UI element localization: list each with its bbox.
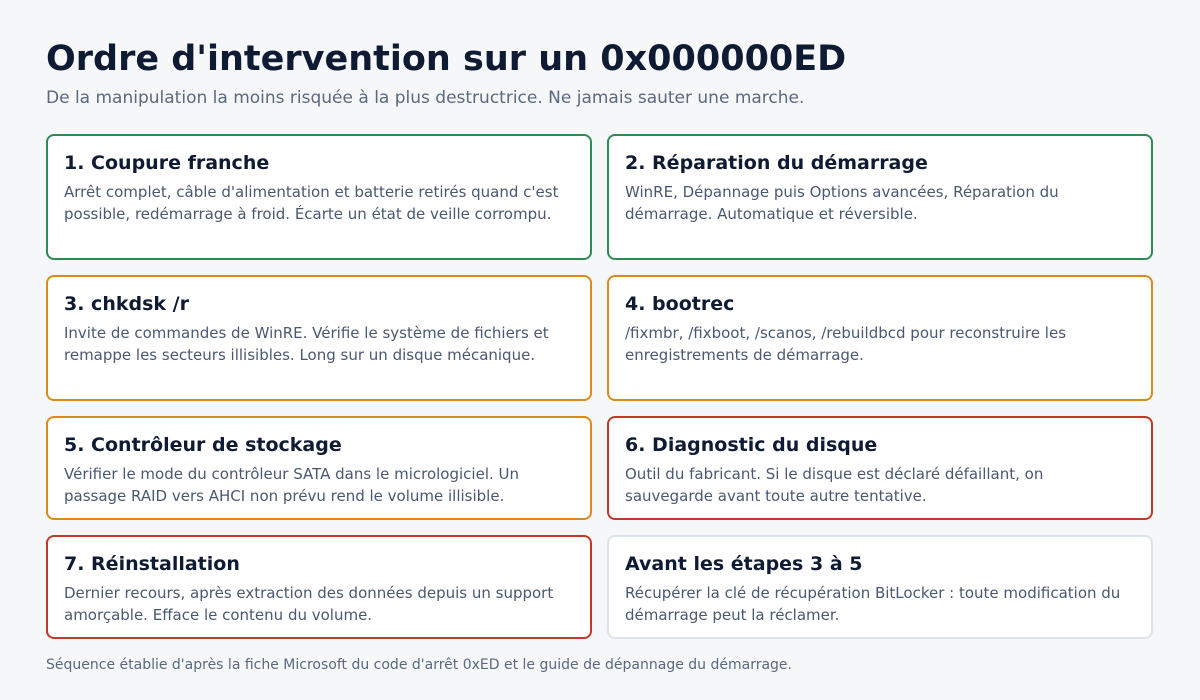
step-card-4 <box>607 275 1153 401</box>
page-subtitle: De la manipulation la moins risquée à la plus destructrice. Ne jamais sauter une marche. <box>46 88 805 108</box>
step-description: Outil du fabricant. Si le disque est déclaré défaillant, on sauvegarde avant toute autre tentative. <box>625 465 1044 505</box>
step-title: 3. chkdsk /r <box>64 293 189 315</box>
step-title: 4. bootrec <box>625 293 735 315</box>
step-description: Arrêt complet, câble d'alimentation et batterie retirés quand c'est possible, redémarrage à froid. Écarte un état de veille corrompu. <box>64 183 559 223</box>
step-card-6 <box>607 416 1153 520</box>
step-description: Dernier recours, après extraction des données depuis un support amorçable. Efface le contenu du volume. <box>64 584 554 624</box>
step-title: 1. Coupure franche <box>64 152 270 174</box>
step-card-7 <box>46 535 592 639</box>
page-title: Ordre d'intervention sur un 0x000000ED <box>46 39 847 79</box>
step-description: WinRE, Dépannage puis Options avancées, Réparation du démarrage. Automatique et réversible. <box>625 183 1059 223</box>
note-description: Récupérer la clé de récupération BitLocker : toute modification du démarrage peut la réclamer. <box>625 584 1121 624</box>
step-description: Vérifier le mode du contrôleur SATA dans le micrologiciel. Un passage RAID vers AHCI non prévu rend le volume illisible. <box>64 465 520 505</box>
step-title: 7. Réinstallation <box>64 553 240 575</box>
step-description: /fixmbr, /fixboot, /scanos, /rebuildbcd pour reconstruire les enregistrements de démarrage. <box>625 324 1067 364</box>
steps-grid <box>46 134 1154 639</box>
bitlocker-note-card <box>607 535 1153 639</box>
step-title: 5. Contrôleur de stockage <box>64 434 342 456</box>
step-card-1 <box>46 134 592 260</box>
step-card-5 <box>46 416 592 520</box>
step-description: Invite de commandes de WinRE. Vérifie le système de fichiers et remappe les secteurs illisibles. Long sur un disque mécanique. <box>64 324 549 364</box>
step-title: 2. Réparation du démarrage <box>625 152 928 174</box>
step-card-3 <box>46 275 592 401</box>
source-footnote: Séquence établie d'après la fiche Microsoft du code d'arrêt 0xED et le guide de dépannage du démarrage. <box>46 657 792 673</box>
step-card-2 <box>607 134 1153 260</box>
step-title: 6. Diagnostic du disque <box>625 434 878 456</box>
note-title: Avant les étapes 3 à 5 <box>625 553 863 575</box>
